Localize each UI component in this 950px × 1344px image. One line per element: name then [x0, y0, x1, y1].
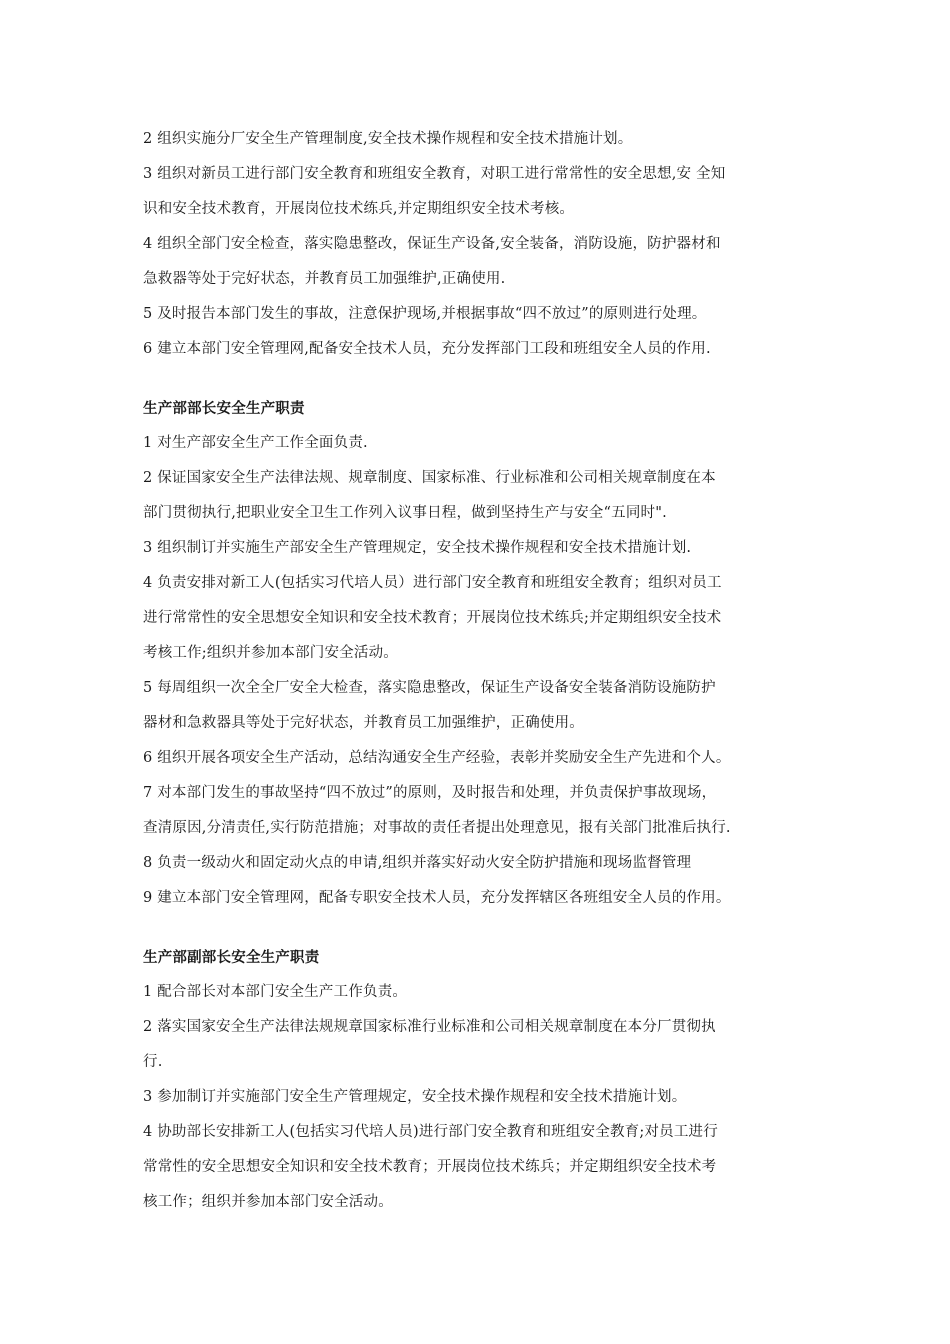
paragraph-line: 急救器等处于完好状态，并教育员工加强维护,正确使用. [143, 271, 506, 287]
paragraph-line: 2 保证国家安全生产法律法规、规章制度、国家标准、行业标准和公司相关规章制度在本 [143, 470, 716, 486]
paragraph-line: 4 负责安排对新工人(包括实习代培人员）进行部门安全教育和班组安全教育；组织对员工 [143, 575, 722, 591]
paragraph-line: 部门贯彻执行,把职业安全卫生工作列入议事日程，做到坚持生产与安全“五同时". [143, 505, 667, 521]
paragraph-line: 4 协助部长安排新工人(包括实习代培人员)进行部门安全教育和班组安全教育;对员工进行 [143, 1124, 718, 1140]
paragraph-line: 2 组织实施分厂安全生产管理制度,安全技术操作规程和安全技术措施计划。 [143, 131, 633, 147]
paragraph-line: 5 每周组织一次全全厂安全大检查，落实隐患整改，保证生产设备安全装备消防设施防护 [143, 680, 716, 696]
section-1 [143, 122, 823, 367]
paragraph-line: 考核工作;组织并参加本部门安全活动。 [143, 645, 398, 661]
section-2 [143, 391, 823, 916]
paragraph-line: 识和安全技术教育，开展岗位技术练兵,并定期组织安全技术考核。 [143, 201, 575, 217]
document-page [143, 122, 823, 1220]
paragraph-line: 1 对生产部安全生产工作全面负责. [143, 435, 368, 451]
paragraph-line: 3 组织对新员工进行部门安全教育和班组安全教育，对职工进行常常性的安全思想,安 全知 [143, 166, 726, 182]
paragraph-line: 进行常常性的安全思想安全知识和安全技术教育；开展岗位技术练兵;并定期组织安全技术 [143, 610, 722, 626]
section-spacer [143, 916, 823, 940]
paragraph-line: 7 对本部门发生的事故坚持“四不放过”的原则，及时报告和处理，并负责保护事故现场， [143, 785, 717, 801]
section-heading: 生产部部长安全生产职责 [143, 400, 305, 417]
paragraph-line: 行. [143, 1054, 163, 1070]
section-heading: 生产部副部长安全生产职责 [143, 949, 320, 966]
paragraph-line: 4 组织全部门安全检查，落实隐患整改，保证生产设备,安全装备，消防设施，防护器材和 [143, 236, 721, 252]
paragraph-line: 1 配合部长对本部门安全生产工作负责。 [143, 984, 408, 1000]
section-spacer [143, 367, 823, 391]
paragraph-line: 3 组织制订并实施生产部安全生产管理规定，安全技术操作规程和安全技术措施计划. [143, 540, 692, 556]
paragraph-line: 6 建立本部门安全管理网,配备安全技术人员，充分发挥部门工段和班组安全人员的作用. [143, 341, 711, 357]
paragraph-line: 8 负责一级动火和固定动火点的申请,组织并落实好动火安全防护措施和现场监督管理 [143, 855, 692, 871]
section-3 [143, 940, 823, 1220]
paragraph-line: 9 建立本部门安全管理网，配备专职安全技术人员，充分发挥辖区各班组安全人员的作用。 [143, 890, 731, 906]
paragraph-line: 5 及时报告本部门发生的事故，注意保护现场,并根据事故“四不放过”的原则进行处理。 [143, 306, 707, 322]
paragraph-line: 6 组织开展各项安全生产活动，总结沟通安全生产经验，表彰并奖励安全生产先进和个人。 [143, 750, 731, 766]
paragraph-line: 2 落实国家安全生产法律法规规章国家标准行业标准和公司相关规章制度在本分厂贯彻执 [143, 1019, 716, 1035]
paragraph-line: 3 参加制订并实施部门安全生产管理规定，安全技术操作规程和安全技术措施计划。 [143, 1089, 687, 1105]
paragraph-line: 器材和急救器具等处于完好状态，并教育员工加强维护，正确使用。 [143, 715, 584, 731]
paragraph-line: 常常性的安全思想安全知识和安全技术教育；开展岗位技术练兵；并定期组织安全技术考 [143, 1159, 717, 1175]
paragraph-line: 核工作；组织并参加本部门安全活动。 [143, 1194, 393, 1210]
paragraph-line: 查清原因,分清责任,实行防范措施；对事故的责任者提出处理意见，报有关部门批准后执行. [143, 820, 731, 836]
